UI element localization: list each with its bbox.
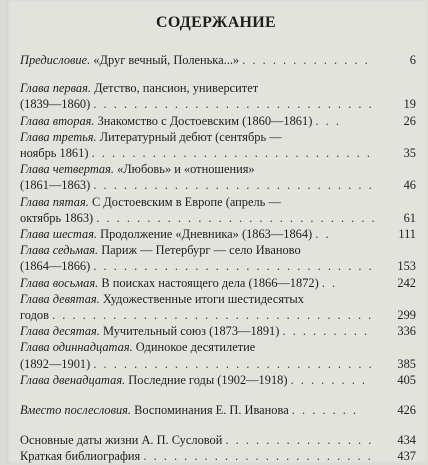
toc-entry-chapter-10 [20,323,416,339]
toc-entry-afterword [20,402,416,418]
entry-label: Глава восьмая. [20,275,99,290]
page-number: 336 [397,324,416,339]
leader-dots: . . . . . . . . . . . . . . . . . . . . . . . . . . . . . . . . [52,308,374,323]
leader-dots: . . . . . . . . [290,372,368,387]
entry-title: Детство, пансион, университет [90,81,259,96]
entry-title: Основные даты жизни А. П. Сусловой [20,433,223,448]
entry-title-cont: годов [20,308,49,323]
entry-label: Глава седьмая. [20,243,99,258]
leader-dots: . . [321,275,338,290]
page-number: 405 [397,372,416,387]
toc-entry-chapter-8 [20,275,416,291]
leader-dots: . . . . . . . . . . . . . . . . . . . . . . . . . . . . [93,97,374,112]
toc-entry-chapter-2 [20,113,416,129]
entry-title: Мучительный союз (1873—1891) [99,324,280,339]
entry-title: Краткая библиография [20,449,141,464]
leader-dots: . . . . . . . [291,403,359,418]
page-number: 6 [409,53,416,67]
leader-dots: . . . . . . . . . . . . . . . . . . . . . . . [143,449,373,464]
entry-title: Последние годы (1902—1918) [125,372,288,387]
page-number: 61 [403,210,416,225]
entry-title: Литературный дебют (сентябрь — [96,129,282,144]
entry-title-cont: (1861—1863) [20,178,91,193]
page-number: 153 [397,259,416,274]
entry-label: Вместо послесловия. [20,403,132,418]
page-title: СОДЕРЖАНИЕ [155,14,277,31]
entry-label: Глава вторая. [20,113,95,128]
page-number: 35 [403,146,416,161]
entry-title-cont: октябрь 1863) [20,210,94,225]
entry-label: Глава одиннадцатая. [20,340,133,355]
page-number: 385 [397,356,416,371]
leader-dots: . . . . . . . . . . . . . . . . . . . . . . . . . . . . [93,178,374,193]
entry-title-cont: (1839—1860) [20,97,91,112]
book-page [6,0,426,463]
entry-title: «Любовь» и «отношения» [113,162,255,177]
toc-entry-chapter-11 [20,339,416,371]
page-number: 242 [397,275,416,290]
leader-dots: . . . . . . . . . . . . . [242,53,370,67]
entry-label: Глава четвертая. [20,162,114,177]
entry-title: «Друг вечный, Поленька...» [90,53,240,67]
entry-title: Художественные итоги шестидесятых [99,291,304,306]
entry-title-cont: ноябрь 1861) [20,146,89,161]
entry-title-cont: (1864—1866) [20,259,91,274]
entry-label: Предисловие. [20,53,91,67]
page-number: 111 [398,227,416,242]
leader-dots: . . . . . . . . . . . . . . . [225,433,374,448]
toc-entry-chapter-5 [20,194,416,226]
entry-label: Глава третья. [20,129,97,144]
leader-dots: . . . . . . . . . . . . . . . . . . . . . . . . . . . . [96,210,377,225]
toc-entry-chapter-9 [20,291,416,323]
entry-label: Глава двенадцатая. [20,372,126,387]
entry-title: Одинокое десятилетие [132,340,256,355]
entry-label: Глава первая. [20,81,91,96]
leader-dots: . . . . . . . . . [282,324,370,339]
leader-dots: . . . [315,113,341,128]
toc-entry-chapter-3 [20,129,416,161]
page-number: 437 [397,449,416,464]
leader-dots: . . . . . . . . . . . . . . . . . . . . . . . . . . . . [91,146,372,161]
toc-entry-preface [20,52,416,68]
entry-label: Глава десятая. [20,324,100,339]
entry-title-cont: (1892—1901) [20,356,91,371]
toc-entry-chapter-1 [20,80,416,112]
page-number: 299 [397,308,416,323]
toc-entry-chapter-12 [20,372,416,388]
toc-entry-chapter-4 [20,161,416,193]
toc-entry-dates [20,432,416,448]
page-number: 46 [403,178,416,193]
toc-entry-chapter-7 [20,242,416,274]
toc-entry-chapter-6 [20,226,416,242]
entry-title: Знакомство с Достоевским (1860—1861) [94,113,313,128]
entry-title: С Достоевским в Европе (апрель — [88,194,281,209]
page-number: 434 [397,433,416,448]
table-of-contents [20,52,416,465]
leader-dots: . . [315,227,331,242]
toc-entry-bibliography [20,448,416,464]
page-number: 19 [403,97,416,112]
entry-label: Глава девятая. [20,291,100,306]
leader-dots: . . . . . . . . . . . . . . . . . . . . . . . . . . . . [93,356,374,371]
entry-title: Продолжение «Дневника» (1863—1864) [97,227,313,242]
page-number: 26 [403,113,416,128]
entry-title: Воспоминания Е. П. Иванова [131,403,289,418]
entry-title: Париж — Петербург — село Иваново [98,243,301,258]
entry-label: Глава шестая. [20,227,98,242]
leader-dots: . . . . . . . . . . . . . . . . . . . . . . . . . . . . [93,259,374,274]
entry-title: В поисках настоящего дела (1866—1872) [98,275,319,290]
page-number: 426 [397,403,416,418]
entry-label: Глава пятая. [20,194,89,209]
